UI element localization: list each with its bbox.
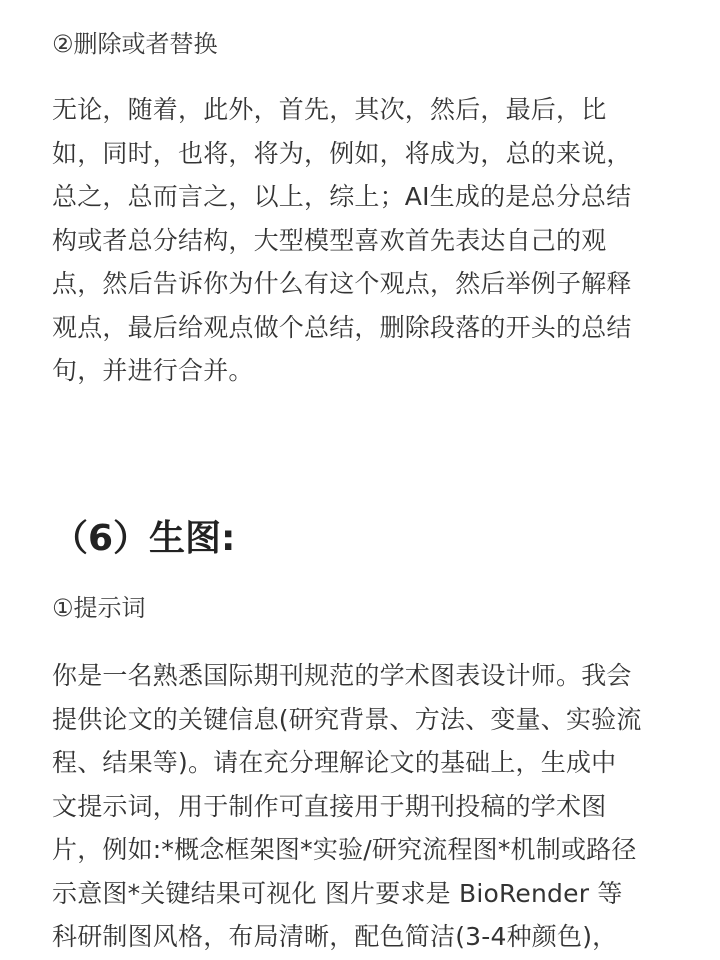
paragraph-line: 点，然后告诉你为什么有这个观点，然后举例子解释 xyxy=(52,269,632,298)
section-title-image-generation: （6）生图: xyxy=(52,518,236,559)
paragraph-line: 观点，最后给观点做个总结，删除段落的开头的总结 xyxy=(52,312,632,342)
paragraph-line: 构或者总分结构，大型模型喜欢首先表达自己的观 xyxy=(52,225,607,255)
paragraph-line: 句，并进行合并。 xyxy=(52,356,254,385)
paragraph-transition-words xyxy=(52,88,677,393)
paragraph-line: 片，例如:*概念框架图*实验/研究流程图*机制或路径 xyxy=(52,835,637,864)
paragraph-line: 科研制图风格，布局清晰，配色简洁(3-4种颜色)， xyxy=(52,922,618,951)
paragraph-line: 程、结果等)。请在充分理解论文的基础上，生成中 xyxy=(52,748,617,777)
paragraph-line: 无论，随着，此外，首先，其次，然后，最后，比 xyxy=(52,95,607,124)
paragraph-line: 总之，总而言之，以上，综上；AI生成的是总分总结 xyxy=(52,182,632,211)
paragraph-line: 提供论文的关键信息(研究背景、方法、变量、实验流 xyxy=(52,704,642,734)
paragraph-line: 示意图*关键结果可视化 图片要求是 BioRender 等 xyxy=(52,878,623,908)
paragraph-prompt-text xyxy=(52,654,677,959)
paragraph-line: 如，同时，也将，将为，例如，将成为，总的来说， xyxy=(52,138,632,168)
subheading-delete-or-replace: ②删除或者替换 xyxy=(52,30,218,58)
paragraph-line: 文提示词，用于制作可直接用于期刊投稿的学术图 xyxy=(52,791,607,821)
subheading-prompt: ①提示词 xyxy=(52,594,146,622)
paragraph-line: 你是一名熟悉国际期刊规范的学术图表设计师。我会 xyxy=(52,661,632,690)
